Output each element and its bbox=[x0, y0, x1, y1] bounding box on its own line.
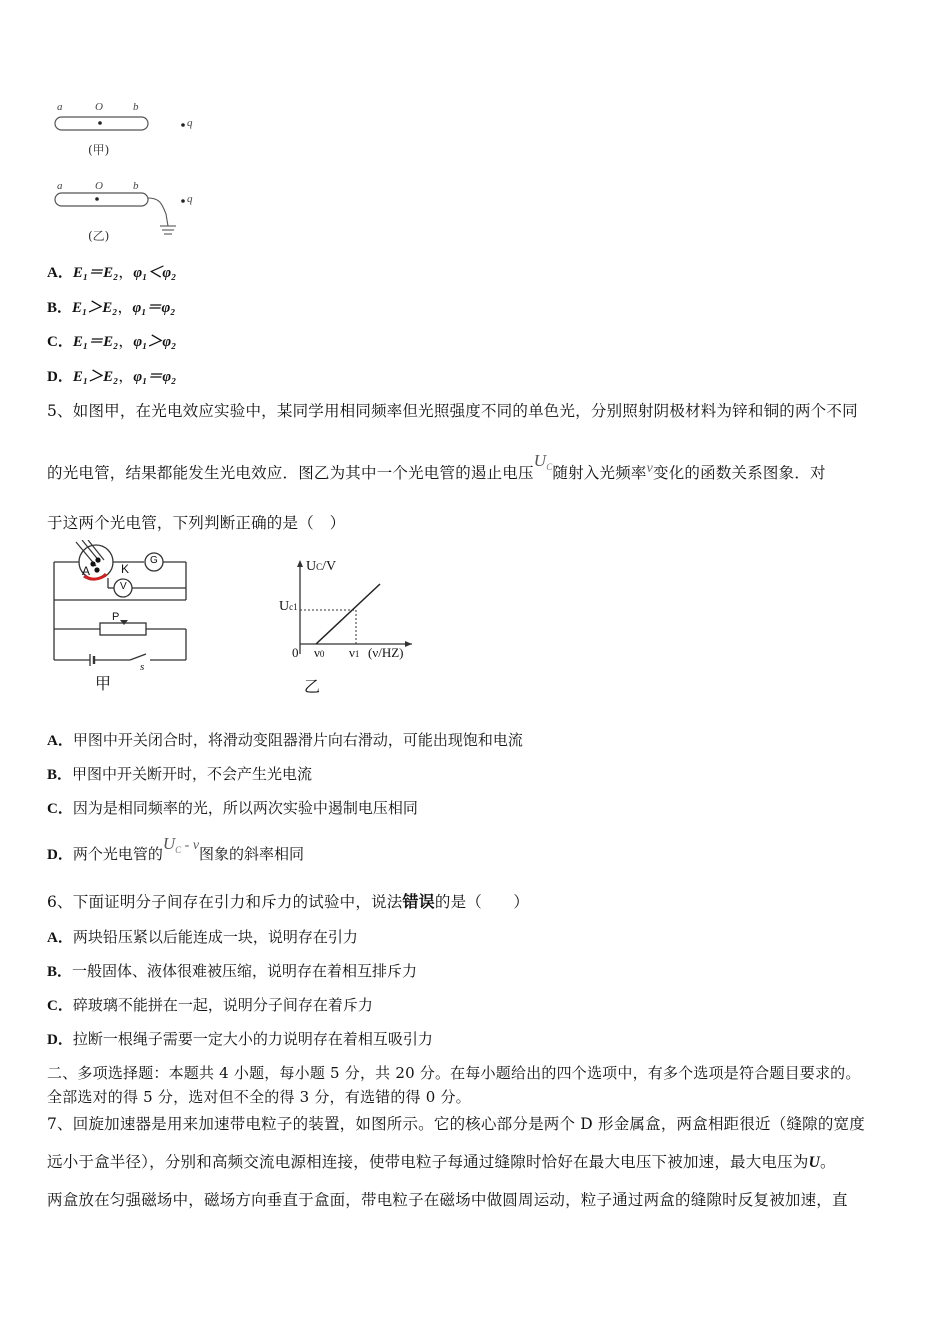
rod-top-label-b: b bbox=[133, 101, 139, 113]
rod-diagram-top bbox=[50, 100, 210, 164]
q5-option-c bbox=[47, 797, 418, 818]
nu-expr: - ν bbox=[181, 838, 200, 853]
uc1-label bbox=[279, 599, 298, 615]
circuit-figure bbox=[48, 540, 198, 695]
option-key: A． bbox=[47, 930, 73, 946]
option-key: C． bbox=[47, 334, 73, 350]
nu0-label bbox=[314, 645, 324, 661]
rod-bottom-label-b: b bbox=[133, 180, 139, 192]
rod-top-label-o: O bbox=[95, 101, 103, 113]
nu1-nu: ν bbox=[349, 645, 355, 660]
q6-option-c bbox=[47, 994, 373, 1015]
option-key: C． bbox=[47, 801, 73, 817]
nu0-sub: 0 bbox=[319, 649, 325, 659]
rod-bottom-label-q: q bbox=[187, 193, 193, 205]
voltage-u: U bbox=[808, 1154, 820, 1171]
rod-top-label-q: q bbox=[187, 117, 193, 129]
q7-text: 远小于盒半径），分别和高频交流电源相连接，使带电粒子每通过缝隙时恰好在最大电压下被加速，最大电压为 bbox=[47, 1153, 809, 1171]
option-key: A． bbox=[47, 265, 73, 281]
rod-body bbox=[55, 193, 148, 206]
light-dot bbox=[94, 567, 99, 572]
option-key: B． bbox=[47, 767, 73, 783]
option-key: B． bbox=[47, 964, 73, 980]
rheostat bbox=[100, 623, 146, 635]
option-e: E₁＞E₂ bbox=[72, 369, 119, 385]
q5-option-b bbox=[47, 763, 312, 784]
q7-line1: 7、回旋加速器是用来加速带电粒子的装置，如图所示。它的核心部分是两个 D 形金属盒，两盒相距很近（缝隙的宽度 bbox=[47, 1115, 865, 1133]
nu1-label bbox=[349, 645, 359, 661]
label-g: G bbox=[150, 555, 158, 566]
y-axis-label bbox=[306, 559, 336, 575]
nu1-sub: 1 bbox=[354, 649, 360, 659]
rod-bottom-label-a: a bbox=[57, 180, 63, 192]
option-text: 甲图中开关闭合时，将滑动变阻器滑片向右滑动，可能出现饱和电流 bbox=[72, 731, 523, 749]
charge-q-dot bbox=[181, 123, 185, 127]
rod-figure-top bbox=[50, 100, 210, 164]
q6-stem-emphasis: 错误 bbox=[402, 892, 435, 911]
nu0-nu: ν bbox=[314, 645, 320, 660]
q5-stem-text: 的光电管，结果都能发生光电效应．图乙为其中一个光电管的遏止电压 bbox=[47, 464, 534, 482]
option-phi: φ₁＝φ₂ bbox=[132, 300, 176, 316]
q4-option-d: D．E₁＞E₂，φ₁＝φ₂ bbox=[47, 367, 177, 385]
section2-line1: 二、多项选择题：本题共 4 小题，每小题 5 分，共 20 分。在每小题给出的四个选项中，有多个选项是符合题目要求的。 bbox=[47, 1064, 861, 1082]
option-e: E₁＝E₂ bbox=[72, 334, 119, 350]
uc1-u: U bbox=[279, 599, 290, 614]
q7-line2 bbox=[47, 1150, 836, 1172]
q6-option-b bbox=[47, 960, 417, 981]
label-s: s bbox=[140, 661, 145, 673]
origin-label: 0 bbox=[292, 645, 299, 660]
y-label-unit: /V bbox=[322, 559, 337, 574]
light-dot bbox=[95, 557, 100, 562]
x-axis-arrow bbox=[405, 641, 412, 647]
graph-caption: 乙 bbox=[304, 677, 321, 696]
q6-stem-text: 的是（ ） bbox=[434, 893, 530, 911]
option-key: D． bbox=[47, 1032, 73, 1048]
label-a: A bbox=[82, 564, 91, 578]
y-label-sub: C bbox=[316, 562, 323, 572]
q5-stem-text: 变化的函数关系图象．对 bbox=[653, 464, 826, 482]
option-text: 拉断一根绳子需要一定大小的力说明存在着相互吸引力 bbox=[72, 1030, 433, 1048]
q5-stem-line2 bbox=[47, 451, 826, 483]
rod-bottom-caption: (乙) bbox=[88, 229, 110, 243]
option-key: D． bbox=[47, 369, 73, 385]
section2-line2: 全部选对的得 5 分，选对但不全的得 3 分，有选错的得 0 分。 bbox=[47, 1088, 471, 1106]
q7-text: 。 bbox=[819, 1153, 836, 1171]
label-v: V bbox=[120, 581, 127, 592]
label-k: K bbox=[121, 562, 130, 576]
q5-stem-line1: 5、如图甲，在光电效应实验中，某同学用相同频率但光照强度不同的单色光，分别照射阴极材料为锌和铜的两个不同 bbox=[47, 402, 858, 420]
light-dot bbox=[90, 561, 95, 566]
option-key: A． bbox=[47, 733, 73, 749]
option-e: E₁＝E₂ bbox=[72, 265, 119, 281]
q5-stem-text: 随射入光频率 bbox=[552, 464, 647, 482]
circuit-caption: 甲 bbox=[95, 674, 112, 693]
switch-lever bbox=[130, 654, 146, 660]
option-text: 因为是相同频率的光，所以两次实验中遏制电压相同 bbox=[72, 799, 418, 817]
option-key: D． bbox=[47, 847, 73, 863]
option-phi: φ₁＞φ₂ bbox=[133, 334, 177, 350]
q4-option-a: A．E₁＝E₂，φ₁＜φ₂ bbox=[47, 263, 177, 281]
option-text: 甲图中开关断开时，不会产生光电流 bbox=[72, 765, 313, 783]
label-p: P bbox=[112, 611, 120, 623]
y-label-u: U bbox=[306, 559, 317, 574]
q5-stem-line3: 于这两个光电管，下列判断正确的是（ ） bbox=[47, 514, 346, 532]
option-phi: φ₁＜φ₂ bbox=[133, 265, 177, 281]
rod-top-caption: (甲) bbox=[88, 143, 110, 157]
q6-stem bbox=[47, 889, 529, 912]
uc-symbol: U bbox=[162, 834, 176, 853]
ground-wire bbox=[148, 198, 168, 226]
uc-graph bbox=[262, 556, 422, 696]
option-text: 两块铅压紧以后能连成一块，说明存在引力 bbox=[72, 928, 358, 946]
uc-graph-figure bbox=[262, 556, 422, 696]
option-text: 碎玻璃不能拼在一起，说明分子间存在着斥力 bbox=[72, 996, 373, 1014]
uc1-sub: c1 bbox=[289, 602, 298, 612]
q5-option-a bbox=[47, 729, 523, 750]
x-unit-label: (ν/HZ) bbox=[368, 645, 404, 660]
option-e: E₁＞E₂ bbox=[72, 300, 118, 316]
uc-subscript: C bbox=[546, 462, 553, 472]
rod-center-dot bbox=[95, 197, 99, 201]
q6-option-a bbox=[47, 926, 358, 947]
option-phi: φ₁＝φ₂ bbox=[133, 369, 177, 385]
rod-top-label-a: a bbox=[57, 101, 63, 113]
nu-symbol: ν bbox=[646, 461, 654, 476]
rod-bottom-label-o: O bbox=[95, 180, 103, 192]
uc-subscript: C bbox=[175, 845, 182, 855]
y-axis-arrow bbox=[297, 560, 303, 567]
q6-option-d bbox=[47, 1028, 433, 1049]
uc-symbol: U bbox=[533, 451, 547, 470]
uc-line bbox=[316, 584, 380, 644]
option-key: C． bbox=[47, 998, 73, 1014]
rod-diagram-bottom bbox=[50, 178, 210, 248]
q4-option-b: B．E₁＞E₂，φ₁＝φ₂ bbox=[47, 298, 176, 316]
option-key: B． bbox=[47, 300, 73, 316]
charge-q-dot bbox=[181, 199, 185, 203]
rod-figure-bottom bbox=[50, 178, 210, 248]
q6-stem-text: 6、下面证明分子间存在引力和斥力的试验中，说法 bbox=[47, 893, 403, 911]
option-text: 图象的斜率相同 bbox=[199, 845, 305, 863]
q7-line3: 两盒放在匀强磁场中，磁场方向垂直于盒面，带电粒子在磁场中做圆周运动，粒子通过两盒的缝隙时反复被加速，直 bbox=[47, 1191, 848, 1209]
rod-center-dot bbox=[98, 121, 102, 125]
q4-option-c: C．E₁＝E₂，φ₁＞φ₂ bbox=[47, 332, 177, 350]
option-text: 一般固体、液体很难被压缩，说明存在着相互排斥力 bbox=[72, 962, 418, 980]
q5-option-d bbox=[47, 834, 305, 864]
option-text: 两个光电管的 bbox=[72, 845, 163, 863]
